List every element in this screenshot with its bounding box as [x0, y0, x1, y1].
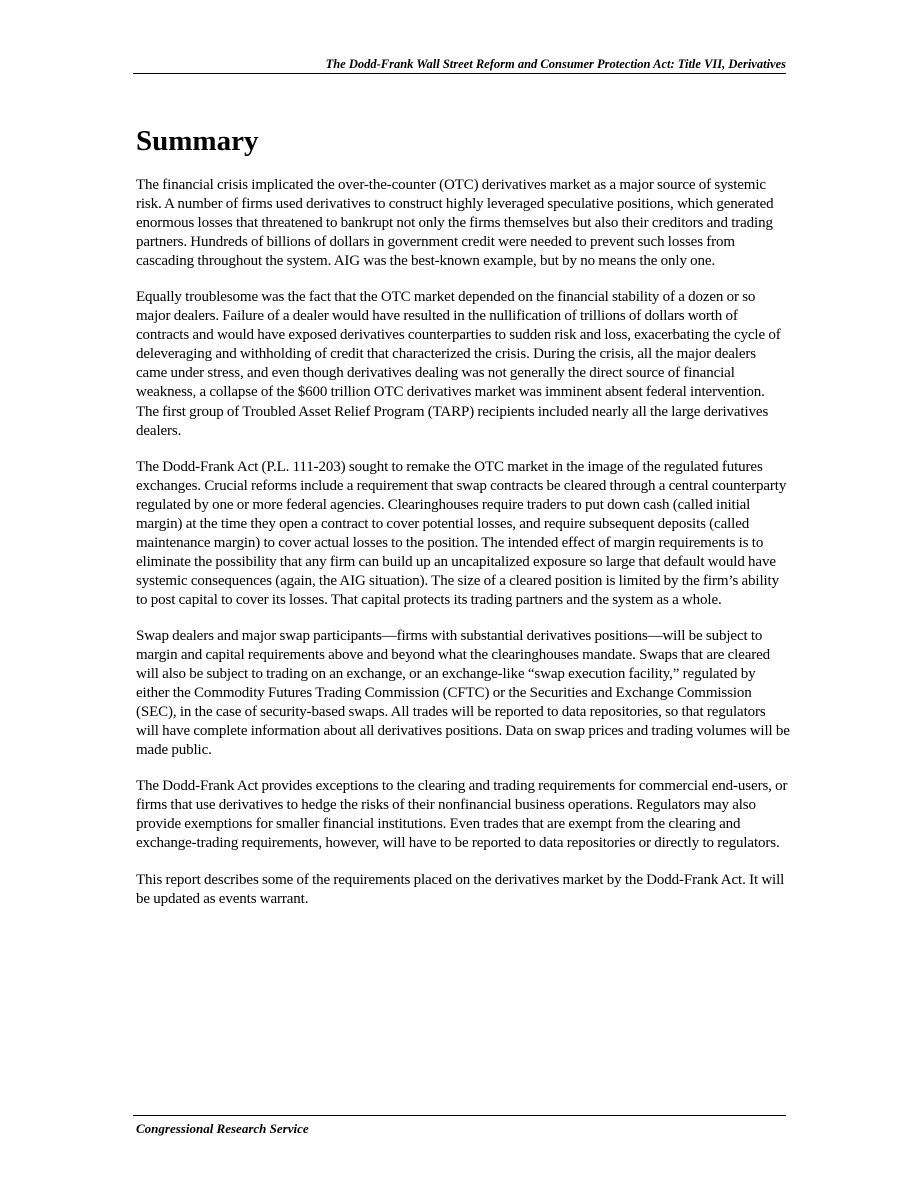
footer-divider: [133, 1115, 786, 1116]
paragraph: The financial crisis implicated the over-the-counter (OTC) derivatives market as a major source of systemic risk. A number of firms used derivatives to construct highly leveraged speculative positions, which generated enormous losses that threatened to bankrupt not only the firms themselves but also their creditors and trading partners. Hundreds of billions of dollars in government credit were needed to prevent such losses from cascading throughout the system. AIG was the best-known example, but by no means the only one.: [136, 177, 774, 270]
paragraph: This report describes some of the requirements placed on the derivatives market by the Dodd-Frank Act. It will be updated as events warrant.: [136, 871, 785, 907]
footer-publisher: Congressional Research Service: [136, 1121, 309, 1136]
paragraph: Equally troublesome was the fact that the OTC market depended on the financial stability of a dozen or so major dealers. Failure of a dealer would have resulted in the nullification of trillions of dollars worth of contracts and would have exposed derivatives counterparties to sudden risk and loss, exacerbating the cycle of deleveraging and withholding of credit that characterized the crisis. During the crisis, all the major dealers came under stress, and even though derivatives dealing was not generally the direct source of financial weakness, a collapse of the $600 trillion OTC derivatives market was imminent absent federal intervention. The first group of Troubled Asset Relief Program (TARP) recipients included nearly all the large derivatives dealers.: [136, 289, 781, 439]
paragraph: The Dodd-Frank Act (P.L. 111-203) sought to remake the OTC market in the image of the regulated futures exchanges. Crucial reforms include a requirement that swap contracts be cleared through a central counterparty regulated by one or more federal agencies. Clearinghouses require traders to put down cash (called initial margin) at the time they open a contract to cover potential losses, and require subsequent deposits (called maintenance margin) to cover actual losses to the position. The intended effect of margin requirements is to eliminate the possibility that any firm can build up an uncapitalized exposure so large that default would have systemic consequences (again, the AIG situation). The size of a cleared position is limited by the firm’s ability to post capital to cover its losses. That capital protects its trading partners and the system as a whole.: [136, 458, 787, 608]
page-title: Summary: [136, 125, 259, 157]
header-divider: [133, 73, 786, 74]
paragraph: The Dodd-Frank Act provides exceptions to the clearing and trading requirements for commercial end-users, or firms that use derivatives to hedge the risks of their nonfinancial business operations. Regulators may also provide exemptions for smaller financial institutions. Even trades that are exempt from the clearing and exchange-trading requirements, however, will have to be reported to data repositories or directly to regulators.: [136, 778, 788, 852]
summary-body: [136, 176, 790, 926]
running-header: The Dodd-Frank Wall Street Reform and Consumer Protection Act: Title VII, Derivatives: [325, 57, 786, 71]
paragraph: Swap dealers and major swap participants—firms with substantial derivatives positions—will be subject to margin and capital requirements above and beyond what the clearinghouses mandate. Swaps that are cleared will also be subject to trading on an exchange, or an exchange-like “swap execution facility,” regulated by either the Commodity Futures Trading Commission (CFTC) or the Securities and Exchange Commission (SEC), in the case of security-based swaps. All trades will be reported to data repositories, so that regulators will have complete information about all derivatives positions. Data on swap prices and trading volumes will be made public.: [136, 627, 790, 759]
